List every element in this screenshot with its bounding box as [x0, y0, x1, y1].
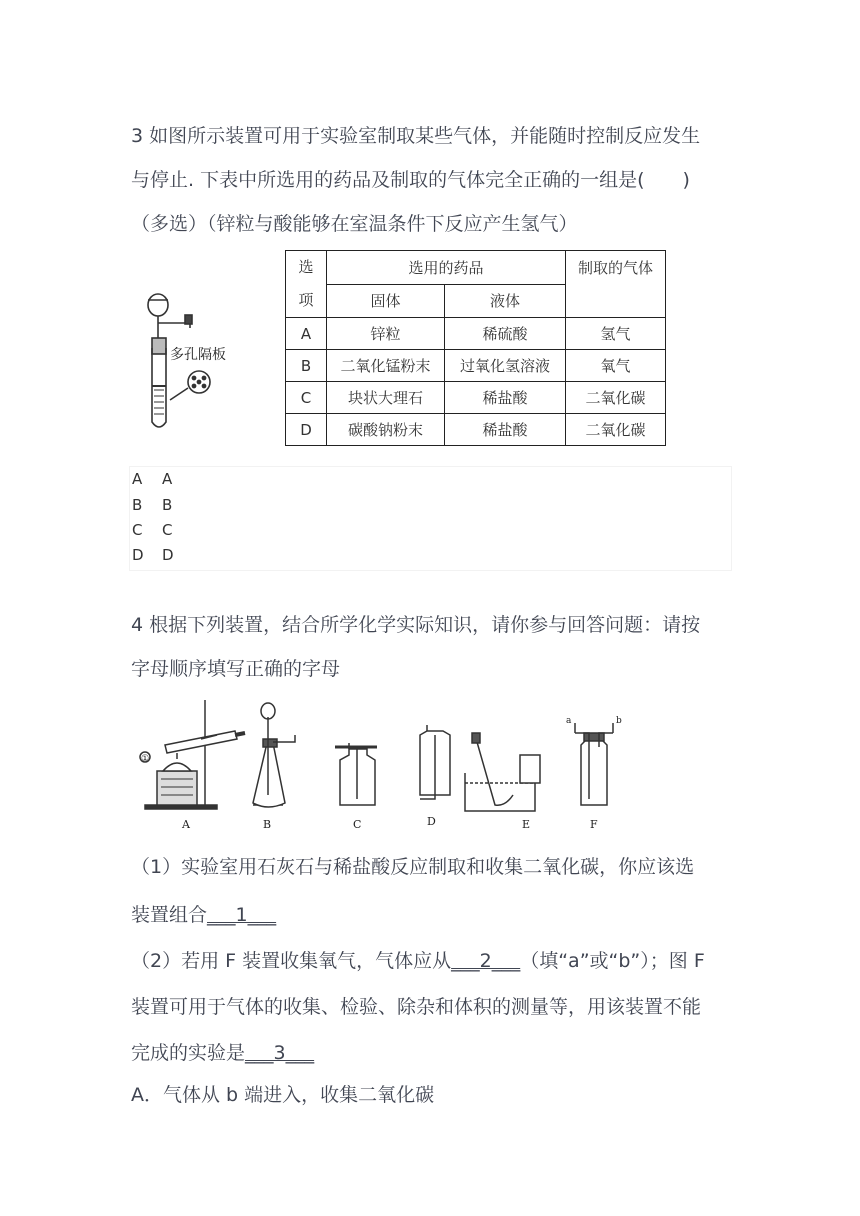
q3-apparatus-figure [130, 290, 250, 440]
apparatus-label-c: C [353, 818, 362, 831]
q4-sub1-line2: 装置组合___1___ [131, 904, 277, 926]
option-c[interactable]: C C [132, 521, 173, 539]
apparatus-label-b: B [263, 818, 272, 831]
porous-plate-label: 多孔隔板 [170, 347, 226, 363]
table-row: A 锌粒 稀硫酸 氢气 [286, 318, 666, 350]
apparatus-label-e: E [522, 818, 531, 831]
reagent-table [285, 250, 666, 446]
q4-apparatus-figure [135, 695, 625, 835]
table-row: D 碳酸钠粉末 稀盐酸 二氧化碳 [286, 414, 666, 446]
col-liquid-header: 液体 [445, 284, 566, 318]
q4-sub2-line3: 完成的实验是___3___ [131, 1042, 315, 1064]
q3-stem [131, 114, 731, 246]
table-row: C 块状大理石 稀盐酸 二氧化碳 [286, 382, 666, 414]
q3-line-3: （多选）（锌粒与酸能够在室温条件下反应产生氢气） [131, 213, 578, 235]
table-row: B 二氧化锰粉末 过氧化氢溶液 氧气 [286, 350, 666, 382]
q4-line-2: 字母顺序填写正确的字母 [131, 658, 341, 680]
q3-line-1: 3 如图所示装置可用于实验室制取某些气体，并能随时控制反应发生 [131, 125, 701, 147]
port-label-a: a [566, 716, 572, 726]
col-option-header: 选 项 [286, 251, 327, 318]
q4-stem [131, 603, 731, 691]
answer-blank-1[interactable]: ___1___ [207, 904, 277, 926]
q3-line-2: 与停止. 下表中所选用的药品及制取的气体完全正确的一组是( ) [131, 169, 690, 191]
answer-blank-2[interactable]: ___2___ [451, 950, 521, 972]
answer-blank-3[interactable]: ___3___ [245, 1042, 315, 1064]
apparatus-label-f: F [590, 818, 598, 831]
option-a[interactable]: A A [132, 470, 173, 488]
apparatus-label-d: D [427, 815, 436, 828]
apparatus-marker-circle-1: ① [141, 754, 150, 764]
q4-sub1-line1: （1）实验室用石灰石与稀盐酸反应制取和收集二氧化碳，你应该选 [131, 856, 695, 878]
option-d[interactable]: D D [132, 546, 174, 564]
col-solid-header: 固体 [327, 284, 445, 318]
option-b[interactable]: B B [132, 496, 173, 514]
col-reagents-header: 选用的药品 [327, 251, 566, 285]
port-label-b: b [616, 716, 622, 726]
q4-sub2-line2: 装置可用于气体的收集、检验、除杂和体积的测量等，用该装置不能 [131, 996, 702, 1018]
q3-options [129, 466, 732, 571]
q4-sub2-line1: （2）若用 F 装置收集氧气，气体应从___2___（填“a”或“b”）；图 F [131, 950, 705, 972]
col-gas-header: 制取的气体 [566, 251, 666, 318]
q4-option-a[interactable]: A．气体从 b 端进入，收集二氧化碳 [131, 1084, 435, 1106]
apparatus-label-a: A [182, 818, 190, 831]
q4-line-1: 4 根据下列装置，结合所学化学实际知识，请你参与回答问题：请按 [131, 614, 701, 636]
